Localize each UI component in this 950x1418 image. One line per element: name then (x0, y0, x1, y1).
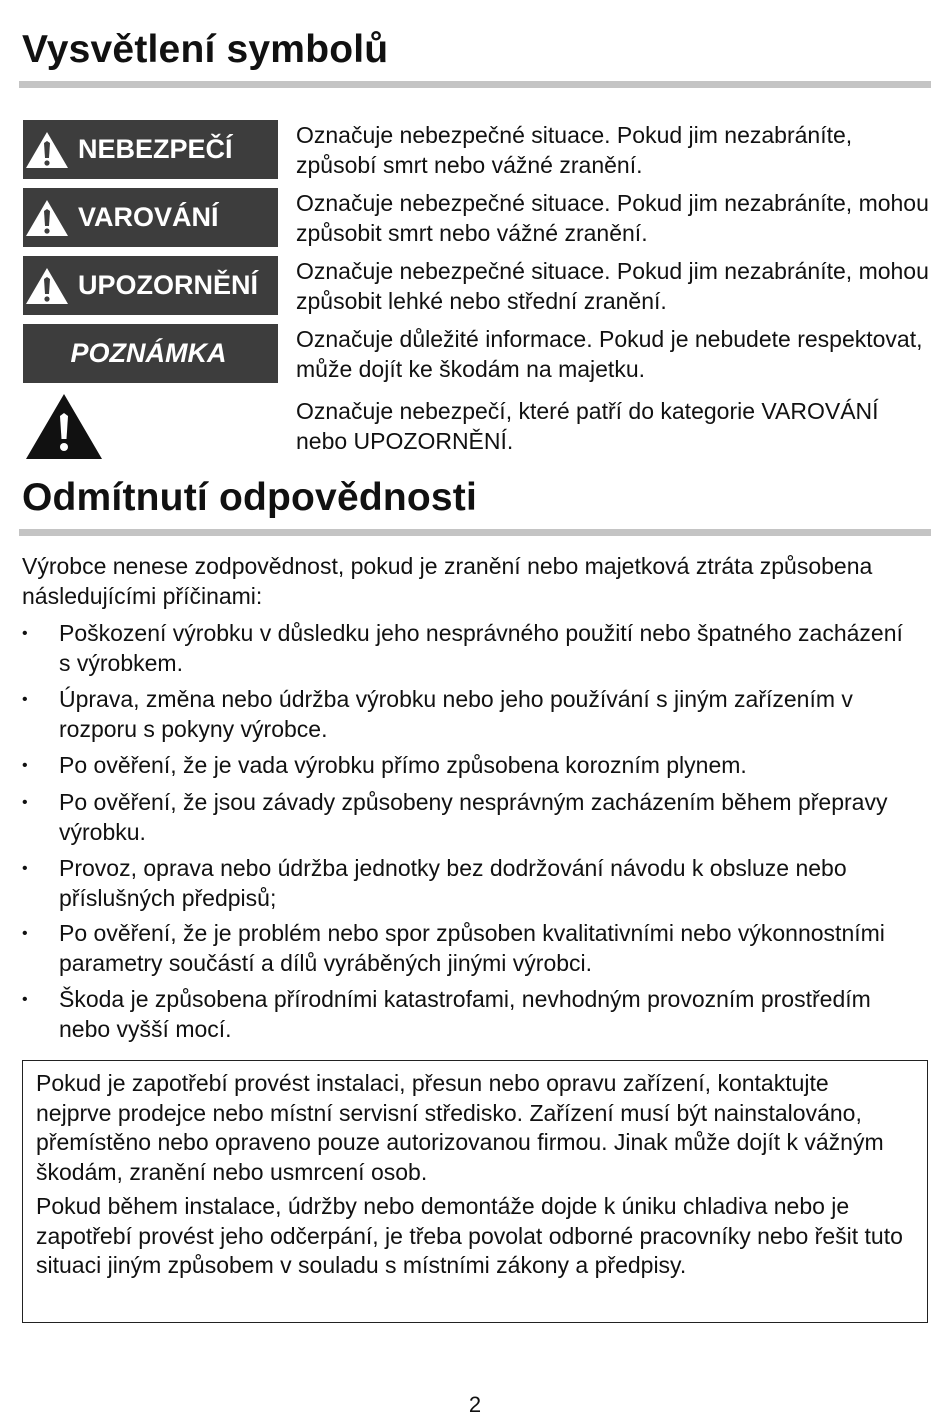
notice-box (22, 1060, 928, 1323)
disclaimer-heading: Odmítnutí odpovědnosti (22, 476, 478, 519)
danger-badge (23, 120, 278, 179)
caution-label: UPOZORNĚNÍ (78, 270, 259, 300)
caution-description: Označuje nebezpečné situace. Pokud jim nezabráníte, mohou způsobit lehké nebo střední zranění. (296, 258, 929, 314)
disclaimer-intro: Výrobce nenese zodpovědnost, pokud je zranění nebo majetková ztráta způsobena následujícími příčinami: (22, 553, 873, 609)
list-item-text: Po ověření, že jsou závady způsobeny nesprávným zacházením během přepravy výrobku. (59, 789, 888, 845)
page-number: 2 (468, 1392, 482, 1417)
bullet-icon: • (22, 991, 28, 1008)
danger-description: Označuje nebezpečné situace. Pokud jim nezabráníte, způsobí smrt nebo vážné zranění. (296, 122, 853, 178)
bullet-icon: • (22, 925, 28, 942)
caution-badge (23, 256, 278, 315)
bullet-icon: • (22, 794, 28, 811)
note-description: Označuje důležité informace. Pokud je nebudete respektovat, může dojít ke škodám na majetku. (296, 326, 923, 382)
list-item-text: Škoda je způsobena přírodními katastrofami, nevhodným provozním prostředím nebo vyšší mocí. (59, 986, 871, 1042)
list-item-text: Po ověření, že je problém nebo spor způsoben kvalitativními nebo výkonnostními parametry součástí a dílů vyráběných jinými výrobci. (59, 920, 885, 976)
bullet-icon: • (22, 625, 28, 642)
warning-triangle-icon (25, 198, 69, 238)
warning-triangle-icon (25, 393, 103, 460)
bullet-icon: • (22, 757, 28, 774)
warning-description: Označuje nebezpečné situace. Pokud jim nezabráníte, mohou způsobit smrt nebo vážné zranění. (296, 190, 929, 246)
list-item-text: Po ověření, že je vada výrobku přímo způsobena korozním plynem. (59, 752, 747, 778)
bullet-icon: • (22, 691, 28, 708)
heading-rule (19, 529, 931, 536)
heading-rule (19, 81, 931, 88)
notice-paragraph: Pokud během instalace, údržby nebo demontáže dojde k úniku chladiva nebo je zapotřebí provést jeho odčerpání, je třeba povolat odborné pracovníky nebo řešit tuto situaci jiným způsobem v souladu s místními zákony a předpisy. (36, 1193, 903, 1278)
triangle-symbol-description: Označuje nebezpečí, které patří do kategorie VAROVÁNÍ nebo UPOZORNĚNÍ. (296, 398, 879, 454)
danger-label: NEBEZPEČÍ (78, 134, 233, 164)
list-item-text: Provoz, oprava nebo údržba jednotky bez dodržování návodu k obsluze nebo příslušných předpisů; (59, 855, 847, 911)
note-badge (23, 324, 278, 383)
warning-triangle-icon (25, 266, 69, 306)
note-label: POZNÁMKA (70, 338, 227, 368)
warning-label: VAROVÁNÍ (78, 202, 219, 232)
symbols-heading: Vysvětlení symbolů (22, 28, 389, 71)
bullet-icon: • (22, 860, 28, 877)
warning-triangle-icon (25, 130, 69, 170)
warning-badge (23, 188, 278, 247)
list-item-text: Úprava, změna nebo údržba výrobku nebo jeho používání s jiným zařízením v rozporu s pokyny výrobce. (59, 686, 853, 742)
list-item-text: Poškození výrobku v důsledku jeho nesprávného použití nebo špatného zacházení s výrobkem. (59, 620, 903, 676)
notice-paragraph: Pokud je zapotřebí provést instalaci, přesun nebo opravu zařízení, kontaktujte nejprve prodejce nebo místní servisní středisko. Zařízení musí být nainstalováno, přemístěno nebo opraveno pouze autorizovanou firmou. Jinak může dojít k vážným škodám, zranění nebo usmrcení osob. (36, 1070, 884, 1185)
